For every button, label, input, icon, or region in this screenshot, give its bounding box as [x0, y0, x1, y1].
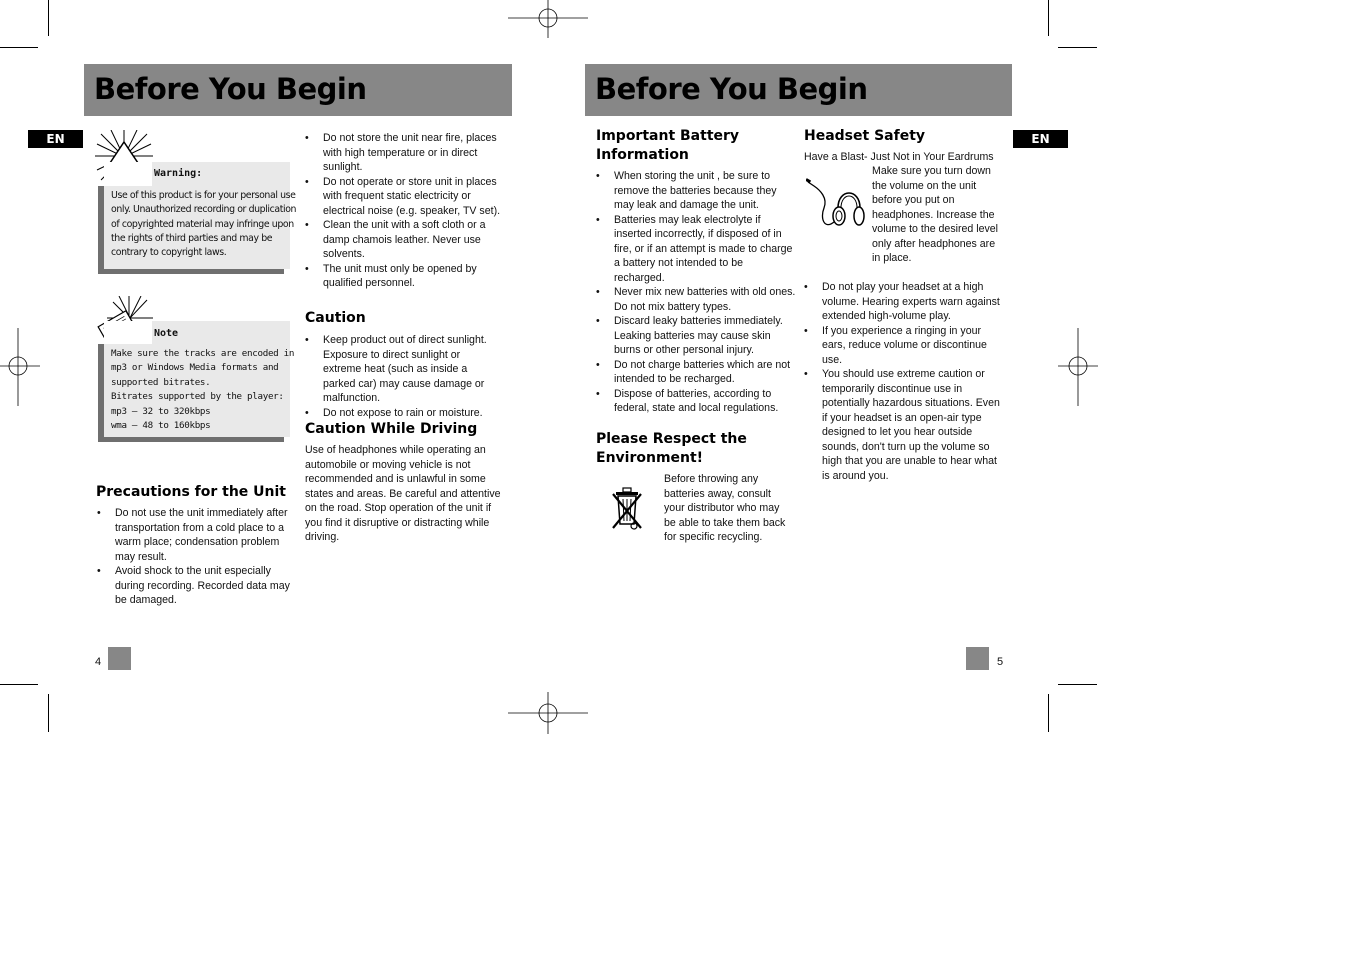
- battery-heading-line: Information: [596, 147, 689, 163]
- environment-heading: [596, 430, 747, 468]
- list-item: • The unit must only be opened by qualified personnel.: [305, 262, 501, 291]
- crop-mark: [1058, 684, 1097, 685]
- note-line: mp3 or Windows Media formats and: [111, 362, 279, 373]
- headset-subtitle: Have a Blast- Just Not in Your Eardrums: [804, 151, 994, 163]
- crop-mark: [0, 684, 38, 685]
- environment-heading-line: Environment!: [596, 450, 704, 466]
- list-item: • If you experience a ringing in your ears, reduce volume or discontinue use.: [804, 324, 1004, 368]
- page-marker: [966, 647, 989, 670]
- environment-text: Before throwing any batteries away, consult your distributor who may be able to take them back for specific recycling.: [664, 473, 786, 543]
- crop-mark: [0, 47, 38, 48]
- battery-heading-line: Important Battery: [596, 128, 740, 144]
- page-number: 4: [95, 656, 102, 668]
- battery-heading: [596, 127, 739, 165]
- warning-line: contrary to copyright laws.: [111, 247, 227, 258]
- list-item: • Keep product out of direct sunlight. Exposure to direct sunlight or extreme heat (such as inside a parked car) may cause damage or malfunction.: [305, 333, 501, 406]
- caution-driving-heading: Caution While Driving: [305, 421, 478, 437]
- warning-label: Warning:: [154, 168, 203, 179]
- list-item: • You should use extreme caution or temporarily discontinue use in potentially hazardous situations. Even if your headset is an open-air type designed to let you hear outside sounds, don't turn up the volume so high that you are unable to hear what is around you.: [804, 367, 1004, 483]
- crop-mark: [1048, 694, 1049, 732]
- crop-mark: [1048, 0, 1049, 36]
- warning-line: the rights of third parties and may be: [111, 233, 273, 244]
- list-item: • Batteries may leak electrolyte if inserted incorrectly, if disposed of in fire, or if an attempt is made to charge a battery not intended to be recharged.: [596, 213, 796, 286]
- warning-icon-knockout: [104, 162, 152, 186]
- crop-mark: [1058, 47, 1097, 48]
- language-tab: EN: [1013, 130, 1068, 148]
- battery-list: [596, 169, 796, 416]
- caution-driving-text: Use of headphones while operating an automobile or moving vehicle is not recommended and is unlawful in some states and areas. Be careful and attentive on the road. Stop operation of the unit if you find it disruptive or distracting while driving.: [305, 444, 501, 543]
- note-box-bar: [98, 344, 104, 442]
- list-item: • Dispose of batteries, according to federal, state and local regulations.: [596, 387, 796, 416]
- page-title: Before You Begin: [94, 72, 367, 106]
- right-title-banner: [585, 64, 1012, 116]
- precautions-list: [97, 506, 291, 608]
- list-item: • Do not use the unit immediately after transportation from a cold place to a warm place; condensation problem may result.: [97, 506, 291, 564]
- warning-line: of copyrighted material may infringe upon: [111, 219, 294, 230]
- list-item: • Do not play your headset at a high volume. Hearing experts warn against extended high-volume play.: [804, 280, 1004, 324]
- warning-box-bar: [98, 186, 104, 274]
- registration-mark-left: [0, 328, 40, 406]
- note-line: Make sure the tracks are encoded in: [111, 348, 295, 359]
- language-tab: EN: [28, 130, 83, 148]
- page-marker: [108, 647, 131, 670]
- warning-line: Use of this product is for your personal use: [111, 190, 296, 201]
- left-title-banner: [84, 64, 512, 116]
- note-line: mp3 – 32 to 320kbps: [111, 406, 211, 417]
- headset-heading: Headset Safety: [804, 128, 926, 144]
- note-line: wma – 48 to 160kbps: [111, 420, 211, 431]
- list-item: • Avoid shock to the unit especially during recording. Recorded data may be damaged.: [97, 564, 291, 608]
- page-number: 5: [997, 656, 1004, 668]
- crossed-bin-icon: [610, 484, 646, 532]
- crop-mark: [48, 0, 49, 36]
- list-item: • Do not expose to rain or moisture.: [305, 406, 501, 421]
- list-item: • Clean the unit with a soft cloth or a damp chamois leather. Never use solvents.: [305, 218, 501, 262]
- more-precautions-list: [305, 131, 501, 291]
- list-item: • Discard leaky batteries immediately. Leaking batteries may cause skin burns or other personal injury.: [596, 314, 796, 358]
- warning-line: only. Unauthorized recording or duplication: [111, 204, 297, 215]
- note-line: supported bitrates.: [111, 377, 211, 388]
- environment-heading-line: Please Respect the: [596, 431, 747, 447]
- list-item: • Do not charge batteries which are not intended to be recharged.: [596, 358, 796, 387]
- list-item: • Do not operate or store unit in places with frequent static electricity or electrical noise (e.g. speaker, TV set).: [305, 175, 501, 219]
- list-item: • Do not store the unit near fire, places with high temperature or in direct sunlight.: [305, 131, 501, 175]
- warning-box-bar: [98, 269, 284, 274]
- list-item: • Never mix new batteries with old ones. Do not mix battery types.: [596, 285, 796, 314]
- headset-text: Make sure you turn down the volume on the unit before you put on headphones. Increase the volume to the desired level only after headphones are in place.: [872, 165, 999, 264]
- crop-mark: [48, 694, 49, 732]
- list-item: • When storing the unit , be sure to remove the batteries because they may leak and damage the unit.: [596, 169, 796, 213]
- note-icon-knockout: [104, 321, 152, 344]
- headset-list: [804, 280, 1004, 483]
- registration-mark-right: [1058, 328, 1098, 406]
- note-label: Note: [154, 328, 179, 339]
- caution-list: [305, 333, 501, 420]
- headphones-icon: [806, 178, 866, 236]
- precautions-heading: Precautions for the Unit: [96, 484, 286, 500]
- note-box-bar: [98, 437, 284, 442]
- registration-mark-bottom: [508, 692, 588, 734]
- page-title: Before You Begin: [595, 72, 868, 106]
- registration-mark-top: [508, 0, 588, 40]
- note-line: Bitrates supported by the player:: [111, 391, 284, 402]
- caution-heading: Caution: [305, 310, 366, 326]
